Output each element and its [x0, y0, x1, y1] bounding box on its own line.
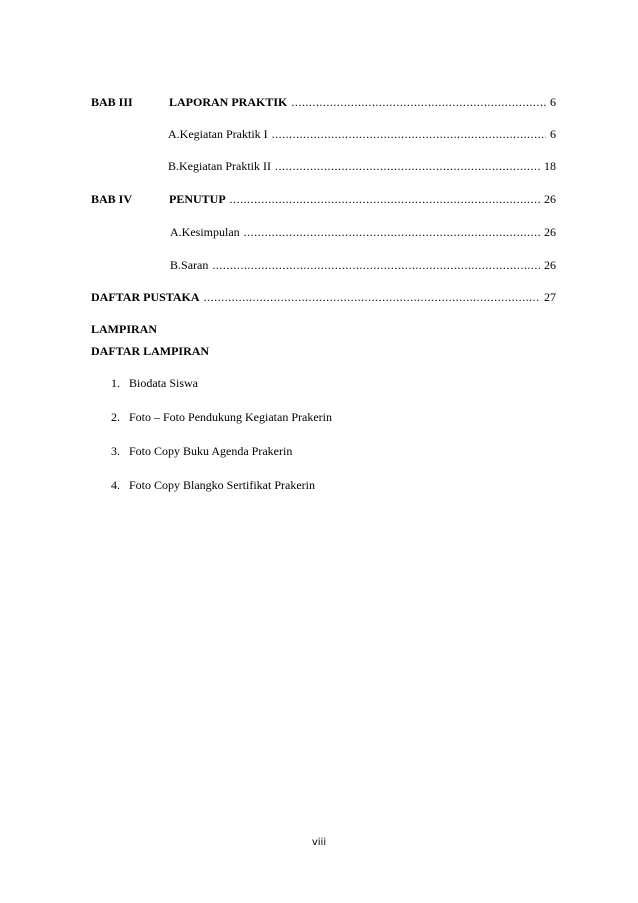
toc-bab4-b-page: 26 — [544, 258, 556, 272]
toc-bab4-chapter — [91, 191, 151, 207]
toc-bab4-page: 26 — [544, 192, 556, 206]
list-item-number: 3. — [111, 444, 120, 458]
lampiran-heading-text: LAMPIRAN — [91, 322, 157, 336]
toc-bab3-b-title: Kegiatan Praktik II — [179, 159, 271, 173]
toc-bab4-a-letter: A. — [170, 225, 182, 239]
list-item-text: Foto Copy Blangko Sertifikat Prakerin — [129, 478, 315, 492]
toc-bab3-b-page: 18 — [544, 159, 556, 173]
chapter-label: BAB III — [91, 95, 133, 109]
list-item — [111, 443, 292, 459]
toc-bab4-a-title: Kesimpulan — [181, 225, 240, 239]
toc-bab4-a-entry — [170, 224, 556, 240]
daftar-lampiran-heading — [91, 343, 209, 359]
toc-bab4-a-page: 26 — [544, 225, 556, 239]
list-item — [111, 477, 315, 493]
list-item — [111, 409, 332, 425]
list-item-number: 2. — [111, 410, 120, 424]
dot-leader — [204, 289, 540, 305]
list-item-text: Biodata Siswa — [129, 376, 198, 390]
toc-pustaka-page: 27 — [544, 290, 556, 304]
toc-bab3-entry — [169, 94, 556, 110]
toc-pustaka-entry — [91, 289, 556, 305]
toc-bab3-a-entry — [168, 126, 556, 142]
dot-leader — [244, 224, 540, 240]
toc-bab3-b-letter: B. — [168, 159, 180, 173]
dot-leader — [272, 126, 546, 142]
toc-bab4-entry — [169, 191, 556, 207]
toc-bab4-title: PENUTUP — [169, 192, 226, 206]
list-item — [111, 375, 198, 391]
toc-bab3-a-letter: A. — [168, 127, 180, 141]
toc-bab3-chapter — [91, 94, 151, 110]
page-number: viii — [311, 837, 327, 848]
toc-pustaka-title: DAFTAR PUSTAKA — [91, 290, 200, 304]
lampiran-heading — [91, 321, 157, 337]
toc-bab4-b-entry — [170, 257, 556, 273]
toc-bab4-b-title: Saran — [181, 258, 209, 272]
toc-bab3-b-entry — [168, 158, 556, 174]
toc-bab4-b-letter: B. — [170, 258, 182, 272]
dot-leader — [291, 94, 546, 110]
toc-bab3-page: 6 — [550, 95, 556, 109]
dot-leader — [230, 191, 540, 207]
toc-bab3-a-page: 6 — [550, 127, 556, 141]
toc-bab3-a-title: Kegiatan Praktik I — [179, 127, 268, 141]
list-item-number: 4. — [111, 478, 120, 492]
list-item-text: Foto – Foto Pendukung Kegiatan Prakerin — [129, 410, 332, 424]
chapter-label: BAB IV — [91, 192, 133, 206]
dot-leader — [212, 257, 540, 273]
list-item-number: 1. — [111, 376, 120, 390]
daftar-lampiran-heading-text: DAFTAR LAMPIRAN — [91, 344, 210, 358]
dot-leader — [275, 158, 540, 174]
toc-bab3-title: LAPORAN PRAKTIK — [169, 95, 288, 109]
list-item-text: Foto Copy Buku Agenda Prakerin — [129, 444, 293, 458]
